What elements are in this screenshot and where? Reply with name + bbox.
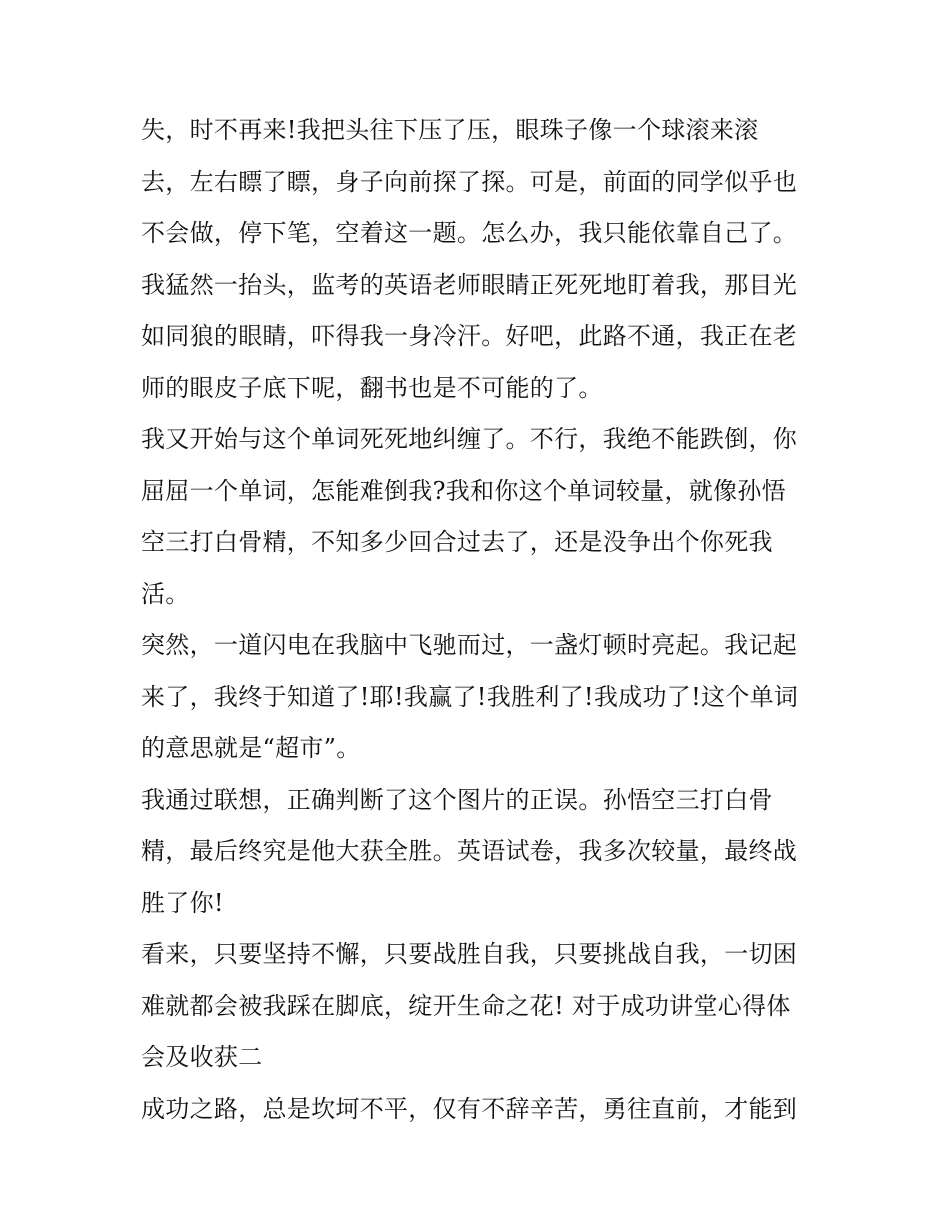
text-line: 难就都会被我踩在脚底，绽开生命之花! 对于成功讲堂心得体 — [141, 991, 791, 1020]
text-line: 空三打白骨精，不知多少回合过去了，还是没争出个你死我 — [141, 528, 773, 556]
text-line: 活。 — [141, 579, 190, 608]
text-line: 我通过联想，正确判断了这个图片的正误。孙悟空三打白骨 — [141, 785, 773, 814]
text-line: 来了，我终于知道了!耶!我赢了!我胜利了!我成功了!这个单词 — [141, 682, 799, 711]
text-line: 师的眼皮子底下呢，翻书也是不可能的了。 — [141, 373, 603, 402]
text-line: 看来，只要坚持不懈，只要战胜自我，只要挑战自我，一切困 — [141, 940, 798, 968]
text-line: 胜了你! — [141, 888, 224, 917]
text-line: 屈屈一个单词，怎能难倒我?我和你这个单词较量，就像孙悟 — [141, 476, 786, 505]
text-line: 我猛然一抬头，监考的英语老师眼睛正死死地盯着我，那目光 — [141, 270, 798, 299]
text-line: 突然，一道闪电在我脑中飞驰而过，一盏灯顿时亮起。我记起 — [141, 631, 798, 659]
text-line: 去，左右瞟了瞟，身子向前探了探。可是，前面的同学似乎也 — [141, 167, 798, 196]
text-line: 不会做，停下笔，空着这一题。怎么办，我只能依靠自己了。 — [141, 219, 798, 247]
text-line: 我又开始与这个单词死死地纠缠了。不行，我绝不能跌倒，你 — [141, 425, 798, 453]
text-line: 的意思就是“超市”。 — [141, 734, 361, 762]
text-line: 如同狼的眼睛，吓得我一身冷汗。好吧，此路不通，我正在老 — [141, 322, 798, 350]
text-line: 精，最后终究是他大获全胜。英语试卷，我多次较量，最终战 — [141, 837, 798, 865]
text-line: 失，时不再来!我把头往下压了压，眼珠子像一个球滚来滚 — [141, 116, 759, 144]
text-line: 成功之路，总是坎坷不平，仅有不辞辛苦，勇往直前，才能到 — [141, 1094, 798, 1123]
text-line: 会及收获二 — [141, 1043, 263, 1071]
body-text — [141, 107, 821, 1137]
